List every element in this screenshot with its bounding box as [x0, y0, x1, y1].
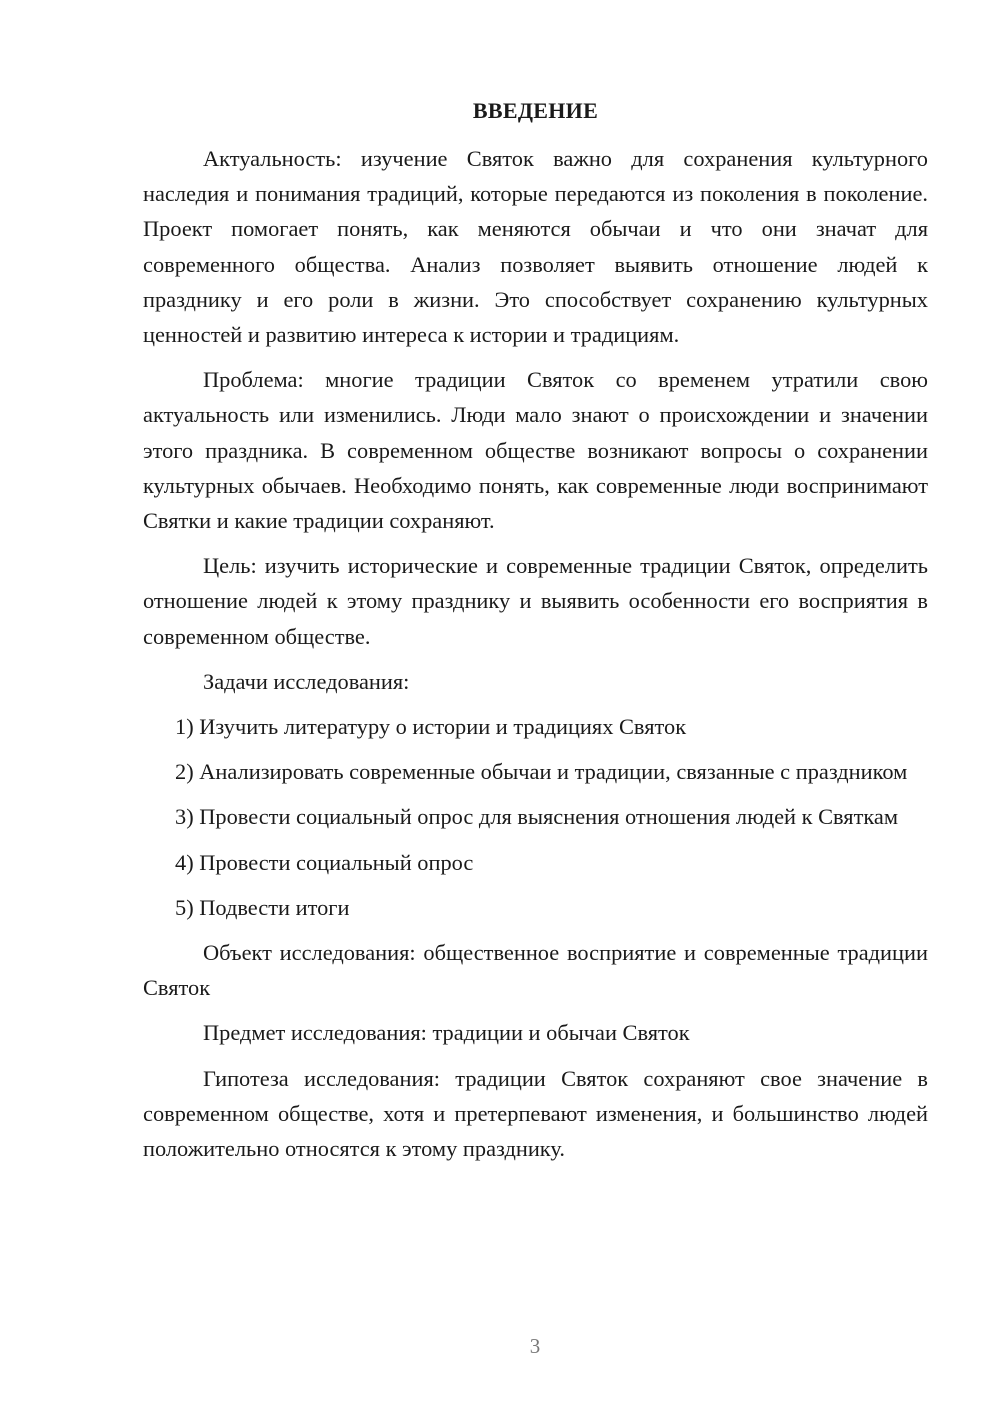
task-item: 3) Провести социальный опрос для выяснения отношения людей к Святкам — [175, 804, 899, 830]
section-heading: ВВЕДЕНИЕ — [472, 98, 599, 123]
subject-paragraph: Предмет исследования: традиции и обычаи Святок — [203, 1020, 690, 1046]
task-item: 2) Анализировать современные обычаи и традиции, связанные с праздником — [175, 759, 908, 785]
task-item: 1) Изучить литературу о истории и традициях Святок — [175, 714, 687, 740]
task-item: 5) Подвести итоги — [175, 894, 350, 920]
document-page — [143, 94, 928, 1166]
object-paragraph: Объект исследования: общественное восприятие и современные традиции Святок — [143, 940, 928, 1001]
tasks-heading: Задачи исследования: — [203, 668, 410, 694]
relevance-paragraph: Актуальность: изучение Святок важно для сохранения культурного наследия и понимания традиций, которые передаются из поколения в поколение. Проект помогает понять, как меняются обычаи и что они значат для современного общества. Анализ позволяет выявить отношение людей к празднику и его роли в жизни. Это способствует сохранению культурных ценностей и развитию интереса к истории и традициям. — [143, 146, 928, 348]
problem-paragraph: Проблема: многие традиции Святок со временем утратили свою актуальность или изменились. Люди мало знают о происхождении и значении этого праздника. В современном обществе возникают вопросы о сохранении культурных обычаев. Необходимо понять, как современные люди воспринимают Святки и какие традиции сохраняют. — [143, 367, 928, 534]
hypothesis-paragraph: Гипотеза исследования: традиции Святок сохраняют свое значение в современном обществе, хотя и претерпевают изменения, и большинство людей положительно относятся к этому празднику. — [143, 1065, 928, 1162]
task-item: 4) Провести социальный опрос — [175, 849, 474, 875]
page-number: 3 — [529, 1334, 541, 1358]
goal-paragraph: Цель: изучить исторические и современные традиции Святок, определить отношение людей к этому празднику и выявить особенности его восприятия в современном обществе. — [143, 553, 928, 649]
